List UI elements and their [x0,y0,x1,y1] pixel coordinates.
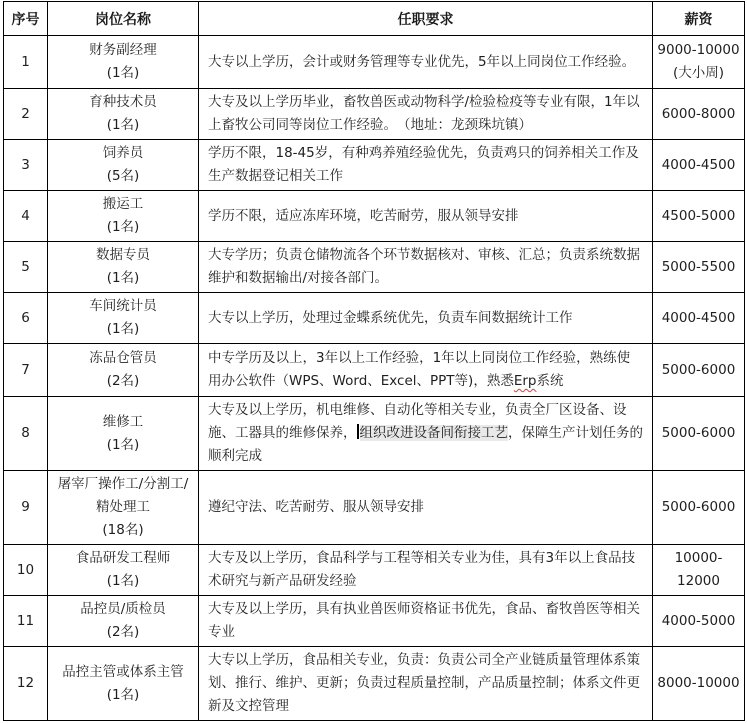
position-count: (5名) [106,168,140,184]
position-name: 搬运工 [102,196,144,212]
position-cell[interactable] [48,647,199,721]
seq-cell[interactable]: 5 [4,242,48,293]
requirement-text: 大专学历；负责仓储物流各个环节数据核对、审核、汇总；负责系统数据维护和数据输出/对接各部门。 [208,247,640,286]
requirements-cell[interactable] [199,344,653,397]
requirement-text: 遵纪守法、吃苦耐劳、服从领导安排 [208,499,424,515]
column-header-position[interactable]: 岗位名称 [48,2,199,36]
seq-cell[interactable]: 12 [4,647,48,721]
seq-cell[interactable]: 1 [4,36,48,89]
table-row [4,140,745,191]
position-cell[interactable] [48,140,199,191]
requirement-text: 大专及以上学历毕业，畜牧兽医或动物科学/检验检疫等专业有限，1年以上畜牧公司同等岗位工作经验。 （地址：龙颈珠坑镇） [208,94,640,133]
position-name: 饲养员 [102,145,144,161]
requirement-text: 系统 [536,373,564,389]
position-count: (1名) [106,321,140,337]
requirement-text: 大专及以上学历，具有执业兽医师资格证书优先，食品、畜牧兽医等相关专业 [208,601,640,640]
requirement-text: ，保障生产计划任务的顺利完成 [208,425,643,464]
salary-cell[interactable] [653,596,745,647]
position-name: 维修工 [102,413,144,430]
position-cell[interactable] [48,471,199,545]
position-count: (2名) [106,624,140,640]
salary-range: 9000-10000 [657,42,740,58]
position-cell[interactable] [48,397,199,471]
requirement-text: 中专学历及以上，3年以上工作经验，1年以上同岗位工作经验，熟练使用办公软件（WPS、Word、Excel、PPT等)，熟悉 [208,350,631,389]
salary-cell[interactable] [653,140,745,191]
table-row [4,471,745,545]
column-header-no[interactable]: 序号 [4,2,48,36]
requirement-text: 大专以上学历，食品相关专业，负责：负责公司全产业链质量管理体系策划、推行、维护、更新；负责过程质量控制，产品质量控制；体系文件更新及文控管理 [208,652,640,714]
table-row [4,293,745,344]
table-row [4,596,745,647]
position-count: (18名) [102,522,144,538]
table-row [4,89,745,140]
requirement-text: 大专及以上学历，食品科学与工程等相关专业为佳，具有3年以上食品技术研究与新产品研发经验 [208,550,636,589]
table-row [4,647,745,721]
salary-range: 8000-10000 [657,675,740,691]
table-row [4,191,745,242]
salary-cell[interactable] [653,344,745,397]
salary-range: 6000-8000 [661,105,736,122]
table-row [4,242,745,293]
position-count: (1名) [106,65,140,81]
salary-cell[interactable] [653,545,745,596]
requirement-text: 大专以上学历，处理过金蝶系统优先，负责车间数据统计工作 [208,309,573,326]
position-count: (2名) [106,373,140,389]
salary-range: 4000-4500 [661,309,736,326]
requirement-text: 学历不限，适应冻库环境，吃苦耐劳，服从领导安排 [208,207,519,224]
position-name: 品控主管或体系主管 [62,663,184,680]
job-positions-table [3,1,745,721]
position-name: 财务副经理 [89,42,157,58]
requirements-cell[interactable] [199,140,653,191]
salary-cell[interactable] [653,36,745,89]
position-name: 食品研发工程师 [75,550,171,566]
header-row [4,2,745,36]
requirements-cell[interactable] [199,242,653,293]
seq-cell[interactable]: 4 [4,191,48,242]
salary-range: 10000-12000 [674,550,723,589]
requirements-cell[interactable] [199,545,653,596]
position-cell[interactable] [48,545,199,596]
seq-cell[interactable]: 6 [4,293,48,344]
salary-range: 5000-6000 [661,425,736,441]
salary-cell[interactable] [653,242,745,293]
table-row [4,397,745,471]
table-row [4,545,745,596]
position-cell[interactable] [48,242,199,293]
spellcheck-word: Erp [513,373,537,389]
requirements-cell[interactable] [199,471,653,545]
column-header-salary[interactable]: 薪资 [653,2,745,36]
salary-cell[interactable] [653,89,745,140]
seq-cell[interactable]: 8 [4,397,48,471]
table-row [4,36,745,89]
position-count: (1名) [106,573,140,589]
position-count: (1名) [106,117,140,133]
salary-cell[interactable] [653,293,745,344]
requirements-cell[interactable] [199,36,653,89]
seq-cell[interactable]: 10 [4,545,48,596]
requirements-cell[interactable] [199,397,653,471]
requirements-cell[interactable] [199,293,653,344]
requirement-text: 大专以上学历，会计或财务管理等专业优先，5年以上同岗位工作经验。 [208,53,636,70]
position-cell[interactable] [48,89,199,140]
salary-note: (大小周) [672,65,725,81]
salary-cell[interactable] [653,397,745,471]
position-name: 冻品仓管员 [89,350,157,366]
salary-range: 5000-6000 [661,499,736,515]
seq-cell[interactable]: 3 [4,140,48,191]
salary-cell[interactable] [653,191,745,242]
position-cell[interactable] [48,344,199,397]
position-cell[interactable] [48,596,199,647]
requirements-cell[interactable] [199,191,653,242]
text-cursor [357,424,359,439]
salary-range: 4000-4500 [661,156,736,173]
seq-cell[interactable]: 7 [4,344,48,397]
salary-range: 4000-5000 [661,612,736,629]
salary-cell[interactable] [653,647,745,721]
seq-cell[interactable]: 9 [4,471,48,545]
requirements-cell[interactable] [199,596,653,647]
table-body [4,36,745,721]
salary-range: 5000-5500 [661,258,736,275]
position-count: (1名) [106,219,140,235]
position-cell[interactable] [48,191,199,242]
position-cell[interactable] [48,293,199,344]
highlighted-text: 组织改进设备间衔接工艺 [359,425,508,441]
table-header [4,2,745,36]
position-name: 车间统计员 [89,298,157,314]
position-count: (1名) [106,686,140,703]
seq-cell[interactable]: 11 [4,596,48,647]
table-row [4,344,745,397]
position-name: 数据专员 [96,247,150,263]
column-header-requirements[interactable]: 任职要求 [199,2,653,36]
requirements-cell[interactable] [199,89,653,140]
seq-cell[interactable]: 2 [4,89,48,140]
position-name: 育种技术员 [89,94,157,110]
requirements-cell[interactable] [199,647,653,721]
salary-range: 4500-5000 [661,207,736,224]
position-name: 品控员/质检员 [80,601,166,617]
position-name: 屠宰厂操作工/分割工/精处理工 [57,476,189,515]
position-count: (1名) [106,270,140,286]
requirement-text: 学历不限，18-45岁，有种鸡养殖经验优先，负责鸡只的饲养相关工作及生产数据登记相关工作 [208,145,639,184]
position-count: (1名) [106,436,140,453]
requirement-text: 大专及以上学历，机电维修、自动化等相关专业，负责全厂区设备、设施、工器具的维修保养， [208,402,627,441]
salary-range: 5000-6000 [661,361,736,378]
position-cell[interactable] [48,36,199,89]
salary-cell[interactable] [653,471,745,545]
